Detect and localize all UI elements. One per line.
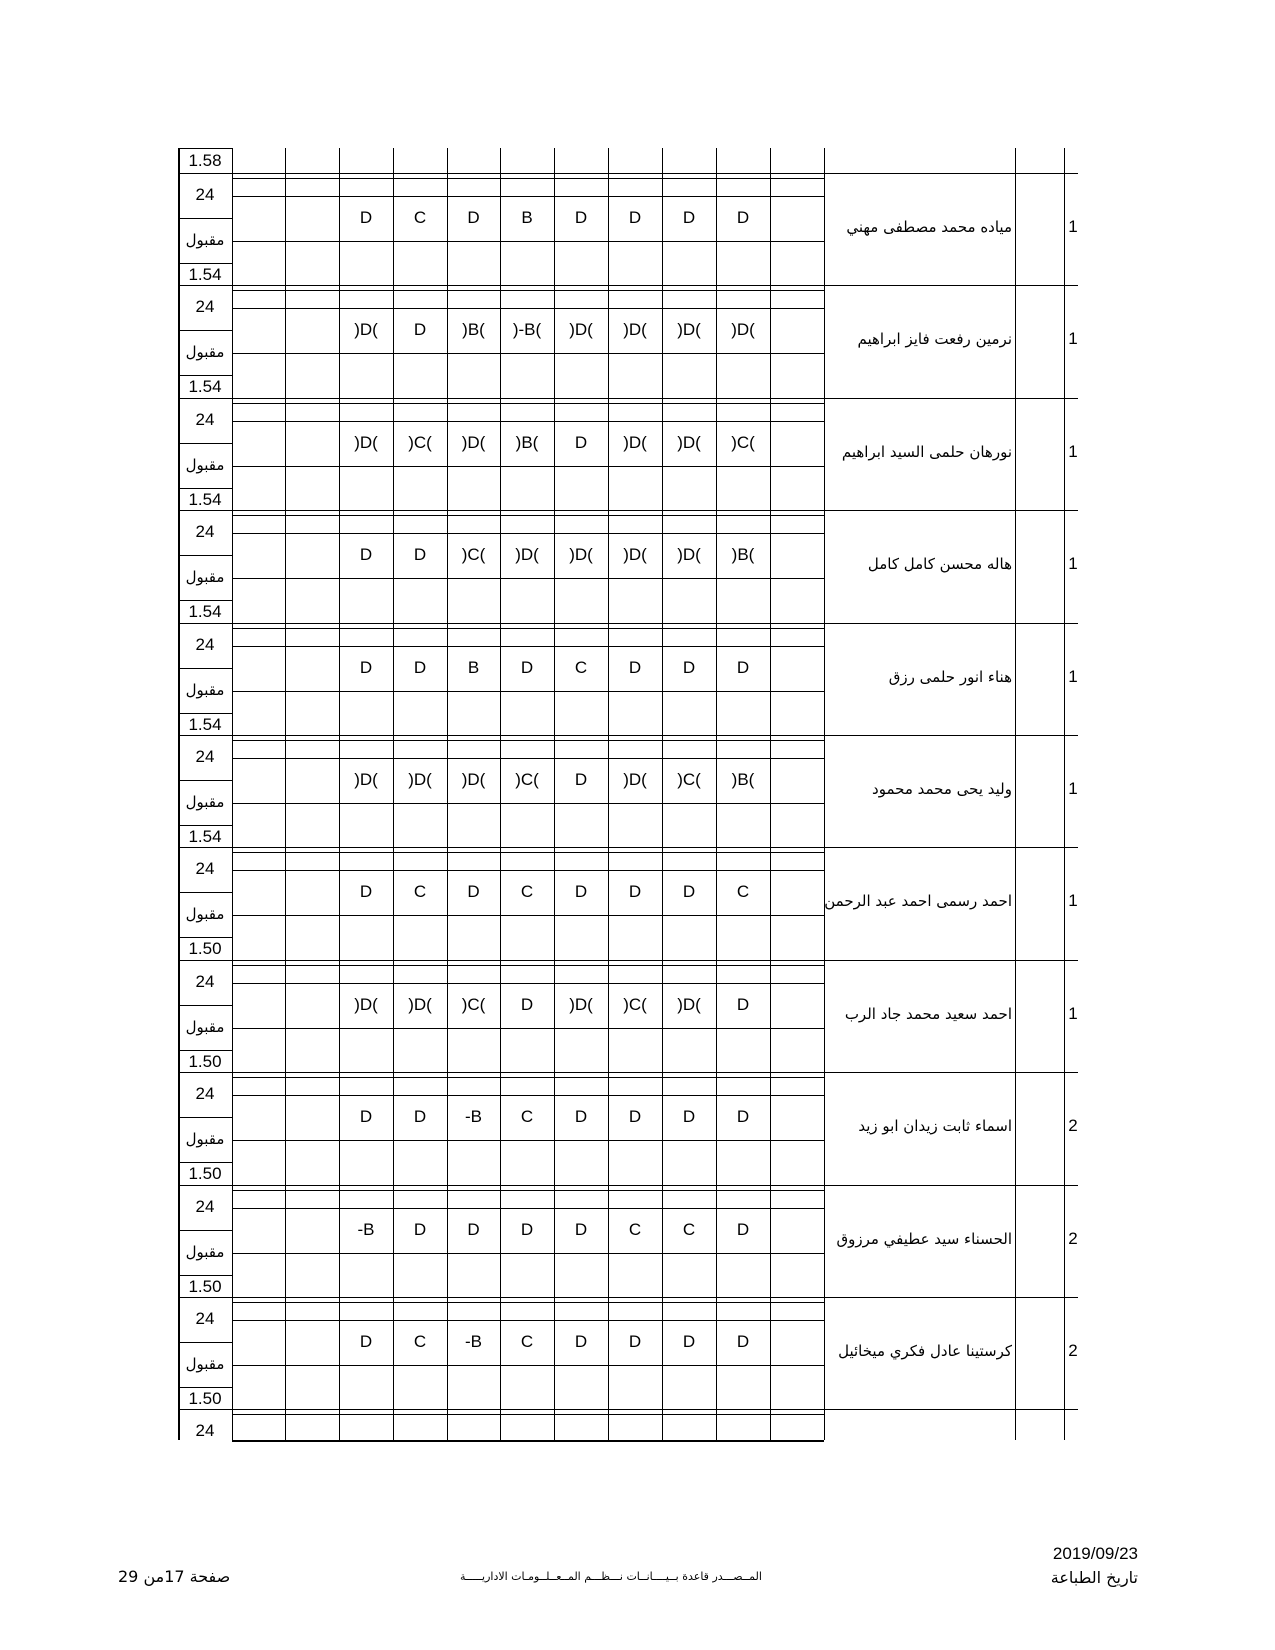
grade-cell: D: [574, 882, 588, 902]
student-name: مياده محمد مصطفى مهني: [846, 218, 1012, 236]
record-subline: [232, 178, 824, 179]
grade-row-top: [232, 421, 824, 422]
status-divider: [178, 600, 232, 601]
result-status: مقبول: [185, 793, 225, 811]
credit-hours: 24: [195, 971, 215, 991]
hours-divider: [178, 330, 232, 331]
student-name: احمد سعيد محمد جاد الرب: [844, 1004, 1012, 1023]
status-divider: [178, 1387, 232, 1388]
grade-cell: )D(: [515, 545, 539, 565]
grade-cell: D: [574, 1332, 588, 1351]
gpa-value: 1.50: [188, 1164, 222, 1184]
grade-cell: )D(: [354, 994, 378, 1014]
grade-cell: D: [682, 1107, 696, 1127]
grade-cell: D: [359, 1107, 373, 1127]
result-status: مقبول: [185, 455, 225, 474]
status-divider: [178, 488, 232, 489]
record-divider: [178, 847, 1078, 848]
grade-cell: D: [467, 882, 480, 902]
credit-hours: 24: [195, 522, 215, 542]
grade-row-top: [232, 758, 824, 759]
hours-divider: [178, 443, 232, 444]
grade-cell: D: [467, 1219, 480, 1239]
grade-cell: )C(: [515, 770, 539, 789]
record-divider: [178, 960, 1078, 961]
grade-cell: D: [467, 208, 480, 227]
grade-row-top: [232, 1320, 824, 1321]
grade-cell: C: [520, 882, 534, 902]
credit-hours: 24: [195, 634, 215, 654]
result-status: مقبول: [185, 1130, 225, 1149]
row-number: 1: [1068, 441, 1078, 461]
record-divider: [178, 398, 1078, 399]
result-status: مقبول: [185, 231, 225, 249]
page-number: صفحة 17من 29: [118, 1567, 231, 1586]
grade-cell: C: [520, 1332, 534, 1351]
grade-cell: D: [736, 1219, 750, 1239]
credit-hours: 24: [195, 1196, 215, 1216]
grade-row-bottom: [232, 578, 824, 579]
credit-hours: 24: [195, 1084, 215, 1104]
grade-cell: )C(: [461, 994, 486, 1014]
grade-row-bottom: [232, 1140, 824, 1141]
grade-row-top: [232, 533, 824, 534]
grade-cell: C: [413, 882, 427, 902]
result-status: مقبول: [185, 1017, 225, 1036]
record-subline: [232, 515, 824, 516]
grade-cell: D: [413, 1107, 427, 1127]
grade-cell: D: [736, 1107, 750, 1127]
grade-cell: D: [628, 1332, 642, 1351]
record-divider: [178, 735, 1078, 736]
row-number: 1: [1068, 891, 1078, 911]
record-divider: [178, 285, 1078, 286]
record-divider: [178, 623, 1078, 624]
grade-cell: )B(: [731, 545, 755, 565]
grade-cell: D: [520, 1219, 534, 1239]
student-name: هناء انور حلمى رزق: [888, 667, 1012, 686]
table-bottom-border: [232, 1440, 824, 1442]
grade-cell: D: [682, 208, 696, 227]
gpa-value: 1.54: [188, 489, 222, 509]
grade-cell: )D(: [569, 545, 593, 565]
grade-cell: )D(: [623, 545, 647, 565]
status-divider: [178, 713, 232, 714]
column-divider: [716, 148, 717, 1440]
row-number: 1: [1068, 554, 1078, 574]
grade-cell: )D(: [677, 545, 701, 565]
grade-cell: )D(: [354, 320, 378, 340]
gpa-value: 1.54: [188, 602, 222, 622]
column-divider: [232, 148, 233, 1440]
column-divider: [339, 148, 340, 1440]
grade-cell: )B(: [462, 320, 485, 340]
data-source: المــصـــدر قاعدة بــيــــانــات نـــظـــم المــعــلــومـات الاداريـــــة: [460, 1570, 762, 1583]
grade-cell: )D(: [623, 770, 647, 789]
grade-cell: )D(: [461, 432, 486, 452]
grade-cell: )D(: [731, 320, 755, 340]
grade-cell: D: [413, 1219, 427, 1239]
grade-cell: D: [359, 882, 373, 902]
student-name: كرستينا عادل فكري ميخائيل: [838, 1342, 1012, 1360]
status-divider: [178, 1162, 232, 1163]
credit-hours-partial: 24: [195, 1421, 215, 1440]
gpa-value: 1.50: [188, 1389, 222, 1408]
grade-row-bottom: [232, 1253, 824, 1254]
grade-cell: )D(: [569, 320, 593, 340]
grade-cell: C: [736, 882, 750, 902]
grade-cell: -B: [465, 1107, 482, 1127]
credit-hours: 24: [195, 185, 215, 204]
grade-cell: D: [359, 208, 373, 227]
row-number: 2: [1068, 1228, 1078, 1248]
row-number: 1: [1068, 217, 1078, 236]
column-divider: [447, 148, 448, 1440]
credit-hours: 24: [195, 409, 215, 429]
credit-hours: 24: [195, 297, 215, 317]
grade-cell: D: [359, 657, 373, 677]
grade-cell: )D(: [354, 432, 378, 452]
record-divider: [178, 1297, 1078, 1298]
credit-hours: 24: [195, 747, 215, 766]
status-divider: [178, 937, 232, 938]
row-number: 1: [1068, 329, 1078, 349]
grade-cell: C: [628, 1219, 642, 1239]
hours-divider: [178, 1117, 232, 1118]
student-name: اسماء ثابت زيدان ابو زيد: [858, 1117, 1012, 1136]
grade-row-top: [232, 1208, 824, 1209]
grade-cell: C: [574, 657, 588, 677]
grade-row-top: [232, 308, 824, 309]
grade-cell: D: [682, 1332, 696, 1351]
grade-row-top: [232, 983, 824, 984]
name-column-divider: [1015, 148, 1016, 1440]
grade-row-bottom: [232, 466, 824, 467]
grade-row-top: [232, 196, 824, 197]
grade-cell: D: [682, 882, 696, 902]
record-divider: [178, 1185, 1078, 1186]
grade-cell: C: [413, 208, 427, 227]
student-name: هاله محسن كامل كامل: [867, 555, 1012, 574]
record-subline: [232, 1190, 824, 1191]
column-divider: [824, 148, 825, 1440]
grade-row-bottom: [232, 691, 824, 692]
grade-row-bottom: [232, 915, 824, 916]
gpa-value: 1.54: [188, 714, 222, 734]
gpa-value: 1.50: [188, 1051, 222, 1071]
grade-row-top: [232, 646, 824, 647]
result-status: مقبول: [185, 905, 225, 924]
gpa-value: 1.54: [188, 377, 222, 397]
record-divider: [178, 1409, 1078, 1410]
grade-cell: )B(: [515, 432, 539, 452]
hours-divider: [178, 892, 232, 893]
grade-cell: C: [682, 1219, 696, 1239]
student-name: وليد يحى محمد محمود: [872, 780, 1012, 798]
column-divider: [393, 148, 394, 1440]
grade-cell: C: [413, 1332, 427, 1351]
print-date-label: تاريخ الطباعة: [1050, 1568, 1138, 1587]
credit-hours: 24: [195, 859, 215, 879]
grade-cell: D: [574, 1107, 588, 1127]
record-subline: [232, 628, 824, 629]
number-column-divider: [1064, 148, 1065, 1440]
grade-row-bottom: [232, 1028, 824, 1029]
grade-cell: D: [413, 657, 427, 677]
table-left-border: [178, 148, 180, 1440]
result-status: مقبول: [185, 568, 225, 587]
grade-cell: D: [359, 1332, 373, 1351]
grade-cell: )D(: [569, 994, 593, 1014]
grade-row-bottom: [232, 241, 824, 242]
record-subline: [232, 740, 824, 741]
column-divider: [554, 148, 555, 1440]
row-number: 1: [1068, 666, 1078, 686]
grade-cell: B: [467, 657, 480, 677]
status-divider: [178, 1050, 232, 1051]
row-number: 2: [1068, 1116, 1078, 1136]
status-divider: [178, 1275, 232, 1276]
grade-cell: )C(: [731, 432, 755, 452]
status-divider: [178, 375, 232, 376]
previous-gpa: 1.58: [188, 151, 222, 170]
column-divider: [770, 148, 771, 1440]
record-subline: [232, 1077, 824, 1078]
grade-cell: D: [574, 770, 588, 789]
grade-cell: )C(: [408, 432, 432, 452]
student-name: نرمين رفعت فايز ابراهيم: [857, 330, 1012, 349]
grade-cell: B: [521, 208, 533, 227]
record-divider: [178, 510, 1078, 511]
grade-cell: D: [628, 208, 642, 227]
record-subline: [232, 1302, 824, 1303]
grade-cell: )C(: [677, 770, 701, 789]
grade-cell: D: [628, 657, 642, 677]
grade-cell: -B: [357, 1219, 375, 1239]
grade-cell: D: [736, 657, 750, 677]
record-subline: [232, 852, 824, 853]
grade-cell: )D(: [677, 432, 701, 452]
row-number: 2: [1068, 1341, 1078, 1360]
grade-cell: D: [520, 994, 534, 1014]
student-name: الحسناء سيد عطيفي مرزوق: [836, 1229, 1012, 1248]
gpa-value: 1.50: [188, 1276, 222, 1296]
grade-cell: D: [574, 208, 588, 227]
grade-cell: )C(: [623, 994, 647, 1014]
hours-divider: [178, 218, 232, 219]
column-divider: [285, 148, 286, 1440]
grade-cell: D: [628, 1107, 642, 1127]
status-divider: [178, 825, 232, 826]
grade-cell: C: [520, 1107, 534, 1127]
print-date: 2019/09/23: [1052, 1544, 1138, 1563]
grade-row-top: [232, 870, 824, 871]
grade-cell: D: [520, 657, 534, 677]
grade-cell: D: [359, 545, 373, 565]
grade-cell: )D(: [623, 320, 647, 340]
grade-row-bottom: [232, 803, 824, 804]
result-status: مقبول: [185, 1242, 225, 1261]
hours-divider: [178, 1342, 232, 1343]
grade-cell: D: [736, 994, 750, 1014]
record-divider: [178, 1072, 1078, 1073]
grade-cell: )D(: [623, 432, 647, 452]
column-divider: [662, 148, 663, 1440]
grade-row-bottom: [232, 1365, 824, 1366]
result-status: مقبول: [185, 680, 225, 699]
grade-row-bottom: [232, 353, 824, 354]
row-number: 1: [1068, 1003, 1078, 1023]
grade-cell: )C(: [461, 545, 486, 565]
grade-cell: D: [413, 545, 427, 565]
record-divider: [178, 173, 1078, 174]
result-status: مقبول: [185, 1355, 225, 1373]
hours-divider: [178, 1005, 232, 1006]
grade-cell: )D(: [408, 994, 432, 1014]
hours-divider: [178, 780, 232, 781]
hours-divider: [178, 555, 232, 556]
hours-divider: [178, 668, 232, 669]
grade-cell: )D(: [461, 770, 486, 789]
record-subline: [232, 965, 824, 966]
grade-cell: )D(: [408, 770, 432, 789]
column-divider: [500, 148, 501, 1440]
grade-cell: D: [413, 320, 427, 340]
grade-cell: )D(: [677, 994, 701, 1014]
grade-cell: D: [628, 882, 642, 902]
record-subline: [232, 290, 824, 291]
gpa-value: 1.50: [188, 939, 222, 959]
status-divider: [178, 263, 232, 264]
student-name: احمد رسمى احمد عبد الرحمن: [824, 892, 1012, 911]
grade-row-top: [232, 1095, 824, 1096]
column-divider: [608, 148, 609, 1440]
hours-divider: [178, 1230, 232, 1231]
grade-cell: )B(: [731, 770, 755, 789]
grade-cell: D: [574, 1219, 588, 1239]
grade-cell: D: [736, 208, 750, 227]
grade-cell: D: [736, 1332, 750, 1351]
result-status: مقبول: [185, 343, 225, 362]
grade-cell: -B: [465, 1332, 482, 1351]
record-subline: [232, 1414, 824, 1415]
grade-cell: )D(: [354, 770, 378, 789]
grade-cell: )D(: [677, 320, 701, 340]
gpa-value: 1.54: [188, 827, 222, 846]
grade-cell: D: [682, 657, 696, 677]
grade-cell: D: [574, 432, 588, 452]
student-name: نورهان حلمى السيد ابراهيم: [841, 442, 1012, 461]
credit-hours: 24: [195, 1309, 215, 1328]
gpa-value: 1.54: [188, 265, 222, 284]
top-border: [178, 148, 232, 149]
grade-cell: )-B(: [512, 320, 542, 340]
record-subline: [232, 403, 824, 404]
row-number: 1: [1068, 779, 1078, 798]
